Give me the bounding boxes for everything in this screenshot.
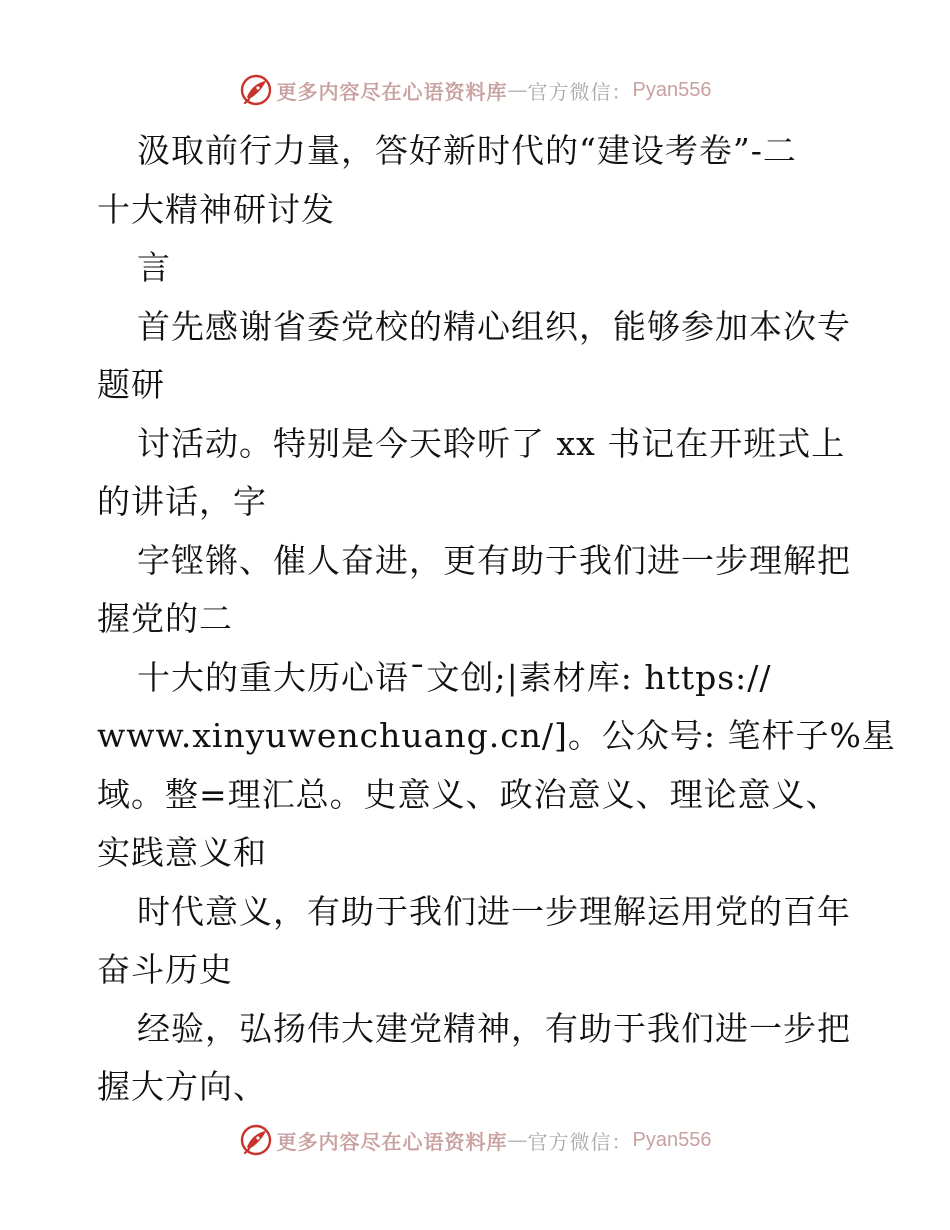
watermark-handle: Pyan556 — [632, 1128, 712, 1151]
watermark-brand: 更多内容尽在心语资料库 — [276, 1129, 508, 1154]
text-line: 经验，弘扬伟大建党精神，有助于我们进一步把 — [137, 1008, 851, 1048]
watermark-separator: — — [507, 78, 528, 102]
text-line: 的讲话，字 — [97, 482, 267, 521]
text-line: 握大方向、 — [97, 1067, 267, 1106]
text-line: 握党的二 — [97, 599, 233, 638]
text-line: 域。整=理汇总。史意义、政治意义、理论意义、 — [97, 774, 840, 814]
text-line: 讨活动。特别是今天聆听了 xx 书记在开班式上 — [137, 423, 846, 463]
text-line: www.xinyuwenchuang.cn/]。公众号: 笔杆子%星 — [97, 716, 896, 755]
text-line: 奋斗历史 — [97, 950, 233, 989]
watermark-wechat-label: 官方微信： — [527, 79, 633, 104]
text-line: 言 — [137, 248, 171, 287]
text-line: 十大精神研讨发 — [97, 189, 335, 229]
text-line: 十大的重大历心语¯文创;|素材库: https:// — [137, 657, 772, 697]
text-line: 字铿锵、催人奋进，更有助于我们进一步理解把 — [137, 540, 851, 580]
pen-nib-logo-icon — [239, 1123, 273, 1157]
text-line: 首先感谢省委党校的精心组织，能够参加本次专 — [137, 306, 851, 346]
watermark-wechat-label: 官方微信： — [527, 1129, 633, 1154]
watermark-brand: 更多内容尽在心语资料库 — [276, 79, 508, 104]
watermark-handle: Pyan556 — [632, 78, 712, 101]
pen-nib-logo-icon — [239, 73, 273, 107]
text-line: 题研 — [97, 365, 165, 404]
text-line: 时代意义，有助于我们进一步理解运用党的百年 — [137, 891, 851, 931]
watermark-header — [0, 70, 950, 110]
watermark-separator: — — [507, 1128, 528, 1152]
watermark-footer — [0, 1120, 950, 1160]
text-line: 汲取前行力量，答好新时代的“建设考卷”-二 — [137, 131, 797, 170]
document-body — [97, 122, 896, 1117]
text-line: 实践意义和 — [97, 833, 267, 872]
